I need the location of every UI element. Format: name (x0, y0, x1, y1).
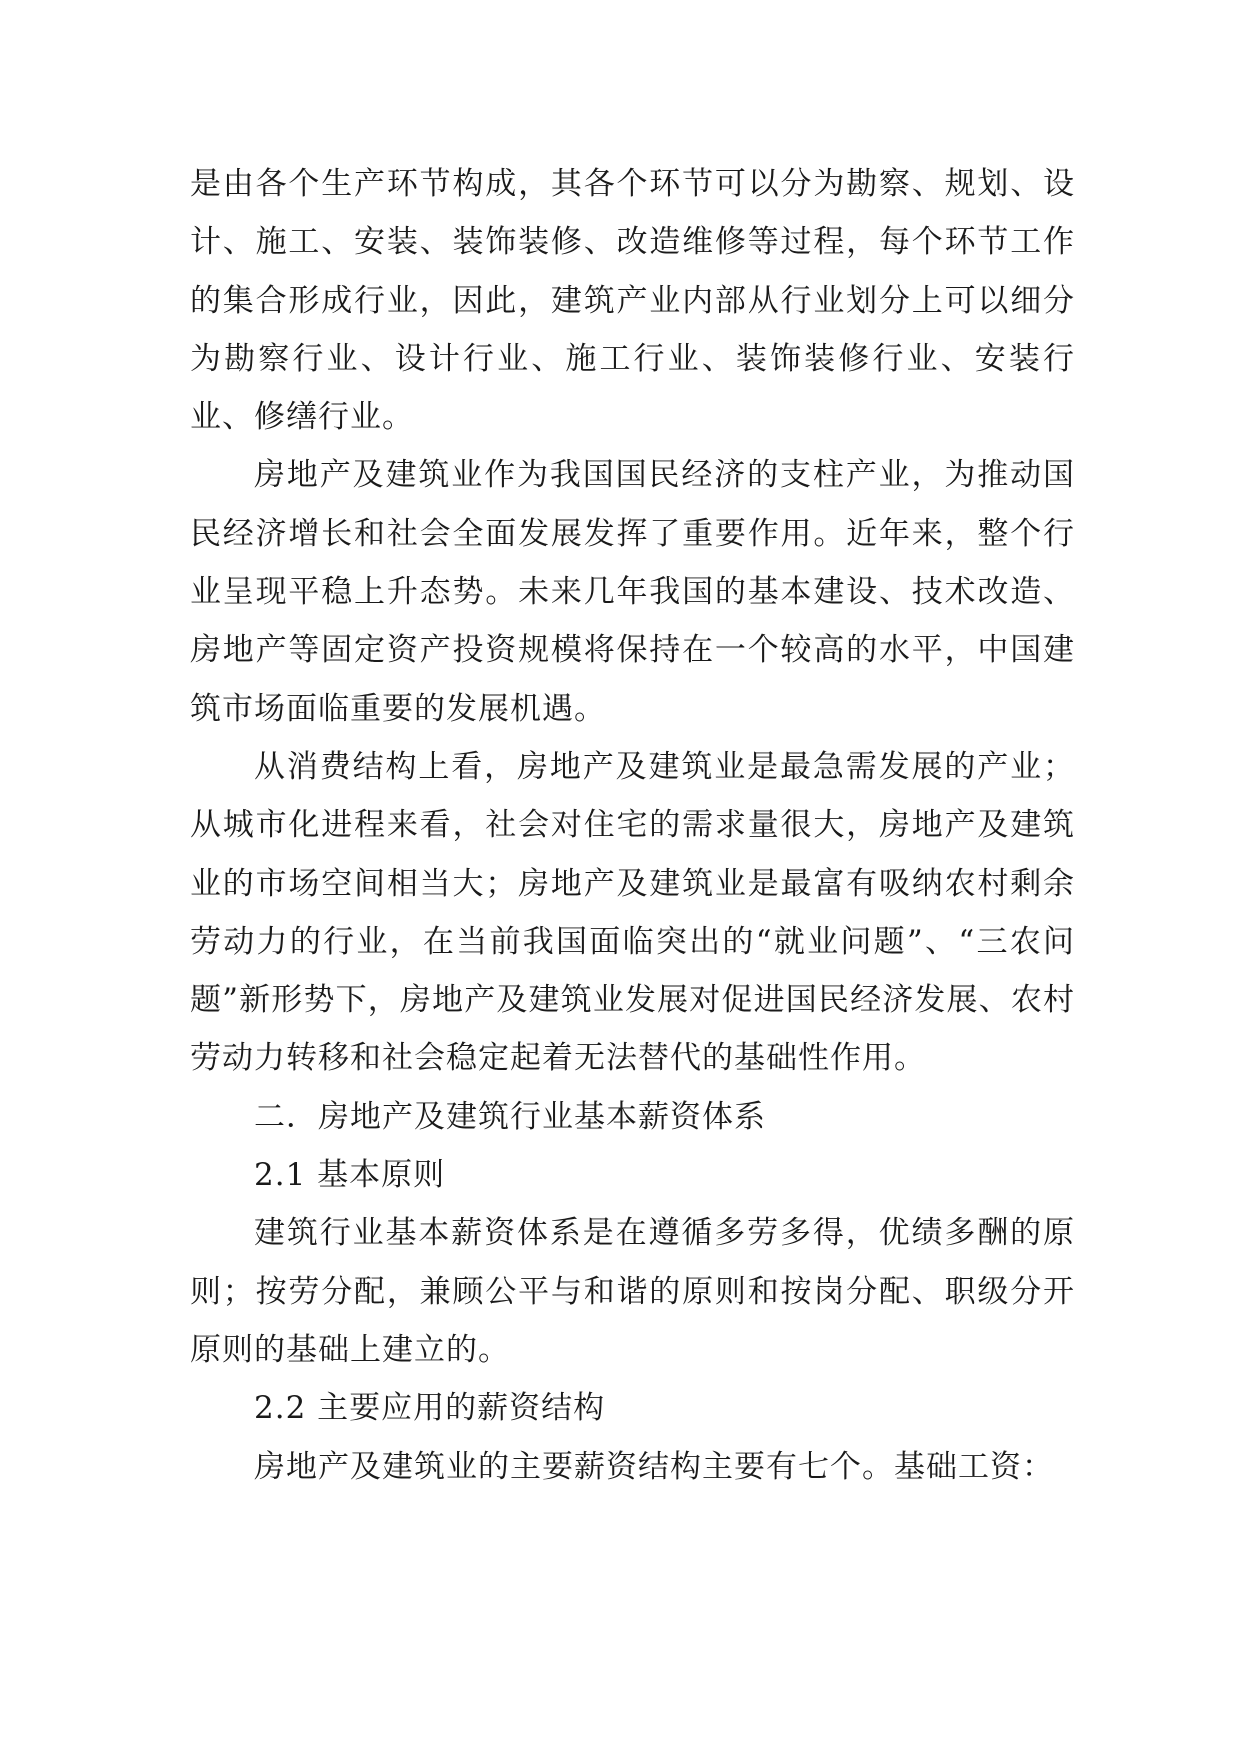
paragraph-industry-segments: 是由各个生产环节构成，其各个环节可以分为勘察、规划、设计、施工、安装、装饰装修、改造维修等过程，每个环节工作的集合形成行业，因此，建筑产业内部从行业划分上可以细分为勘察行业、设计行业、施工行业、装饰装修行业、安装行业、修缮行业。 (190, 166, 1075, 436)
paragraph-pillar-industry: 房地产及建筑业作为我国国民经济的支柱产业，为推动国民经济增长和社会全面发展发挥了重要作用。近年来，整个行业呈现平稳上升态势。未来几年我国的基本建设、技术改造、房地产等固定资产投资规模将保持在一个较高的水平，中国建筑市场面临重要的发展机遇。 (190, 457, 1075, 727)
document-body (190, 155, 1075, 1496)
paragraph-basic-principles: 建筑行业基本薪资体系是在遵循多劳多得，优绩多酬的原则；按劳分配，兼顾公平与和谐的原则和按岗分配、职级分开原则的基础上建立的。 (190, 1215, 1075, 1368)
subsection-heading-salary-structure: 2.2 主要应用的薪资结构 (254, 1390, 606, 1427)
paragraph-salary-structure: 房地产及建筑业的主要薪资结构主要有七个。基础工资： (254, 1448, 1054, 1485)
section-heading-salary-system: 二．房地产及建筑行业基本薪资体系 (254, 1098, 766, 1135)
subsection-heading-basic-principles: 2.1 基本原则 (254, 1157, 446, 1194)
paragraph-consumption-structure: 从消费结构上看，房地产及建筑业是最急需发展的产业；从城市化进程来看，社会对住宅的需求量很大，房地产及建筑业的市场空间相当大；房地产及建筑业是最富有吸纳农村剩余劳动力的行业，在当前我国面临突出的“就业问题”、“三农问题”新形势下，房地产及建筑业发展对促进国民经济发展、农村劳动力转移和社会稳定起着无法替代的基础性作用。 (190, 748, 1075, 1077)
